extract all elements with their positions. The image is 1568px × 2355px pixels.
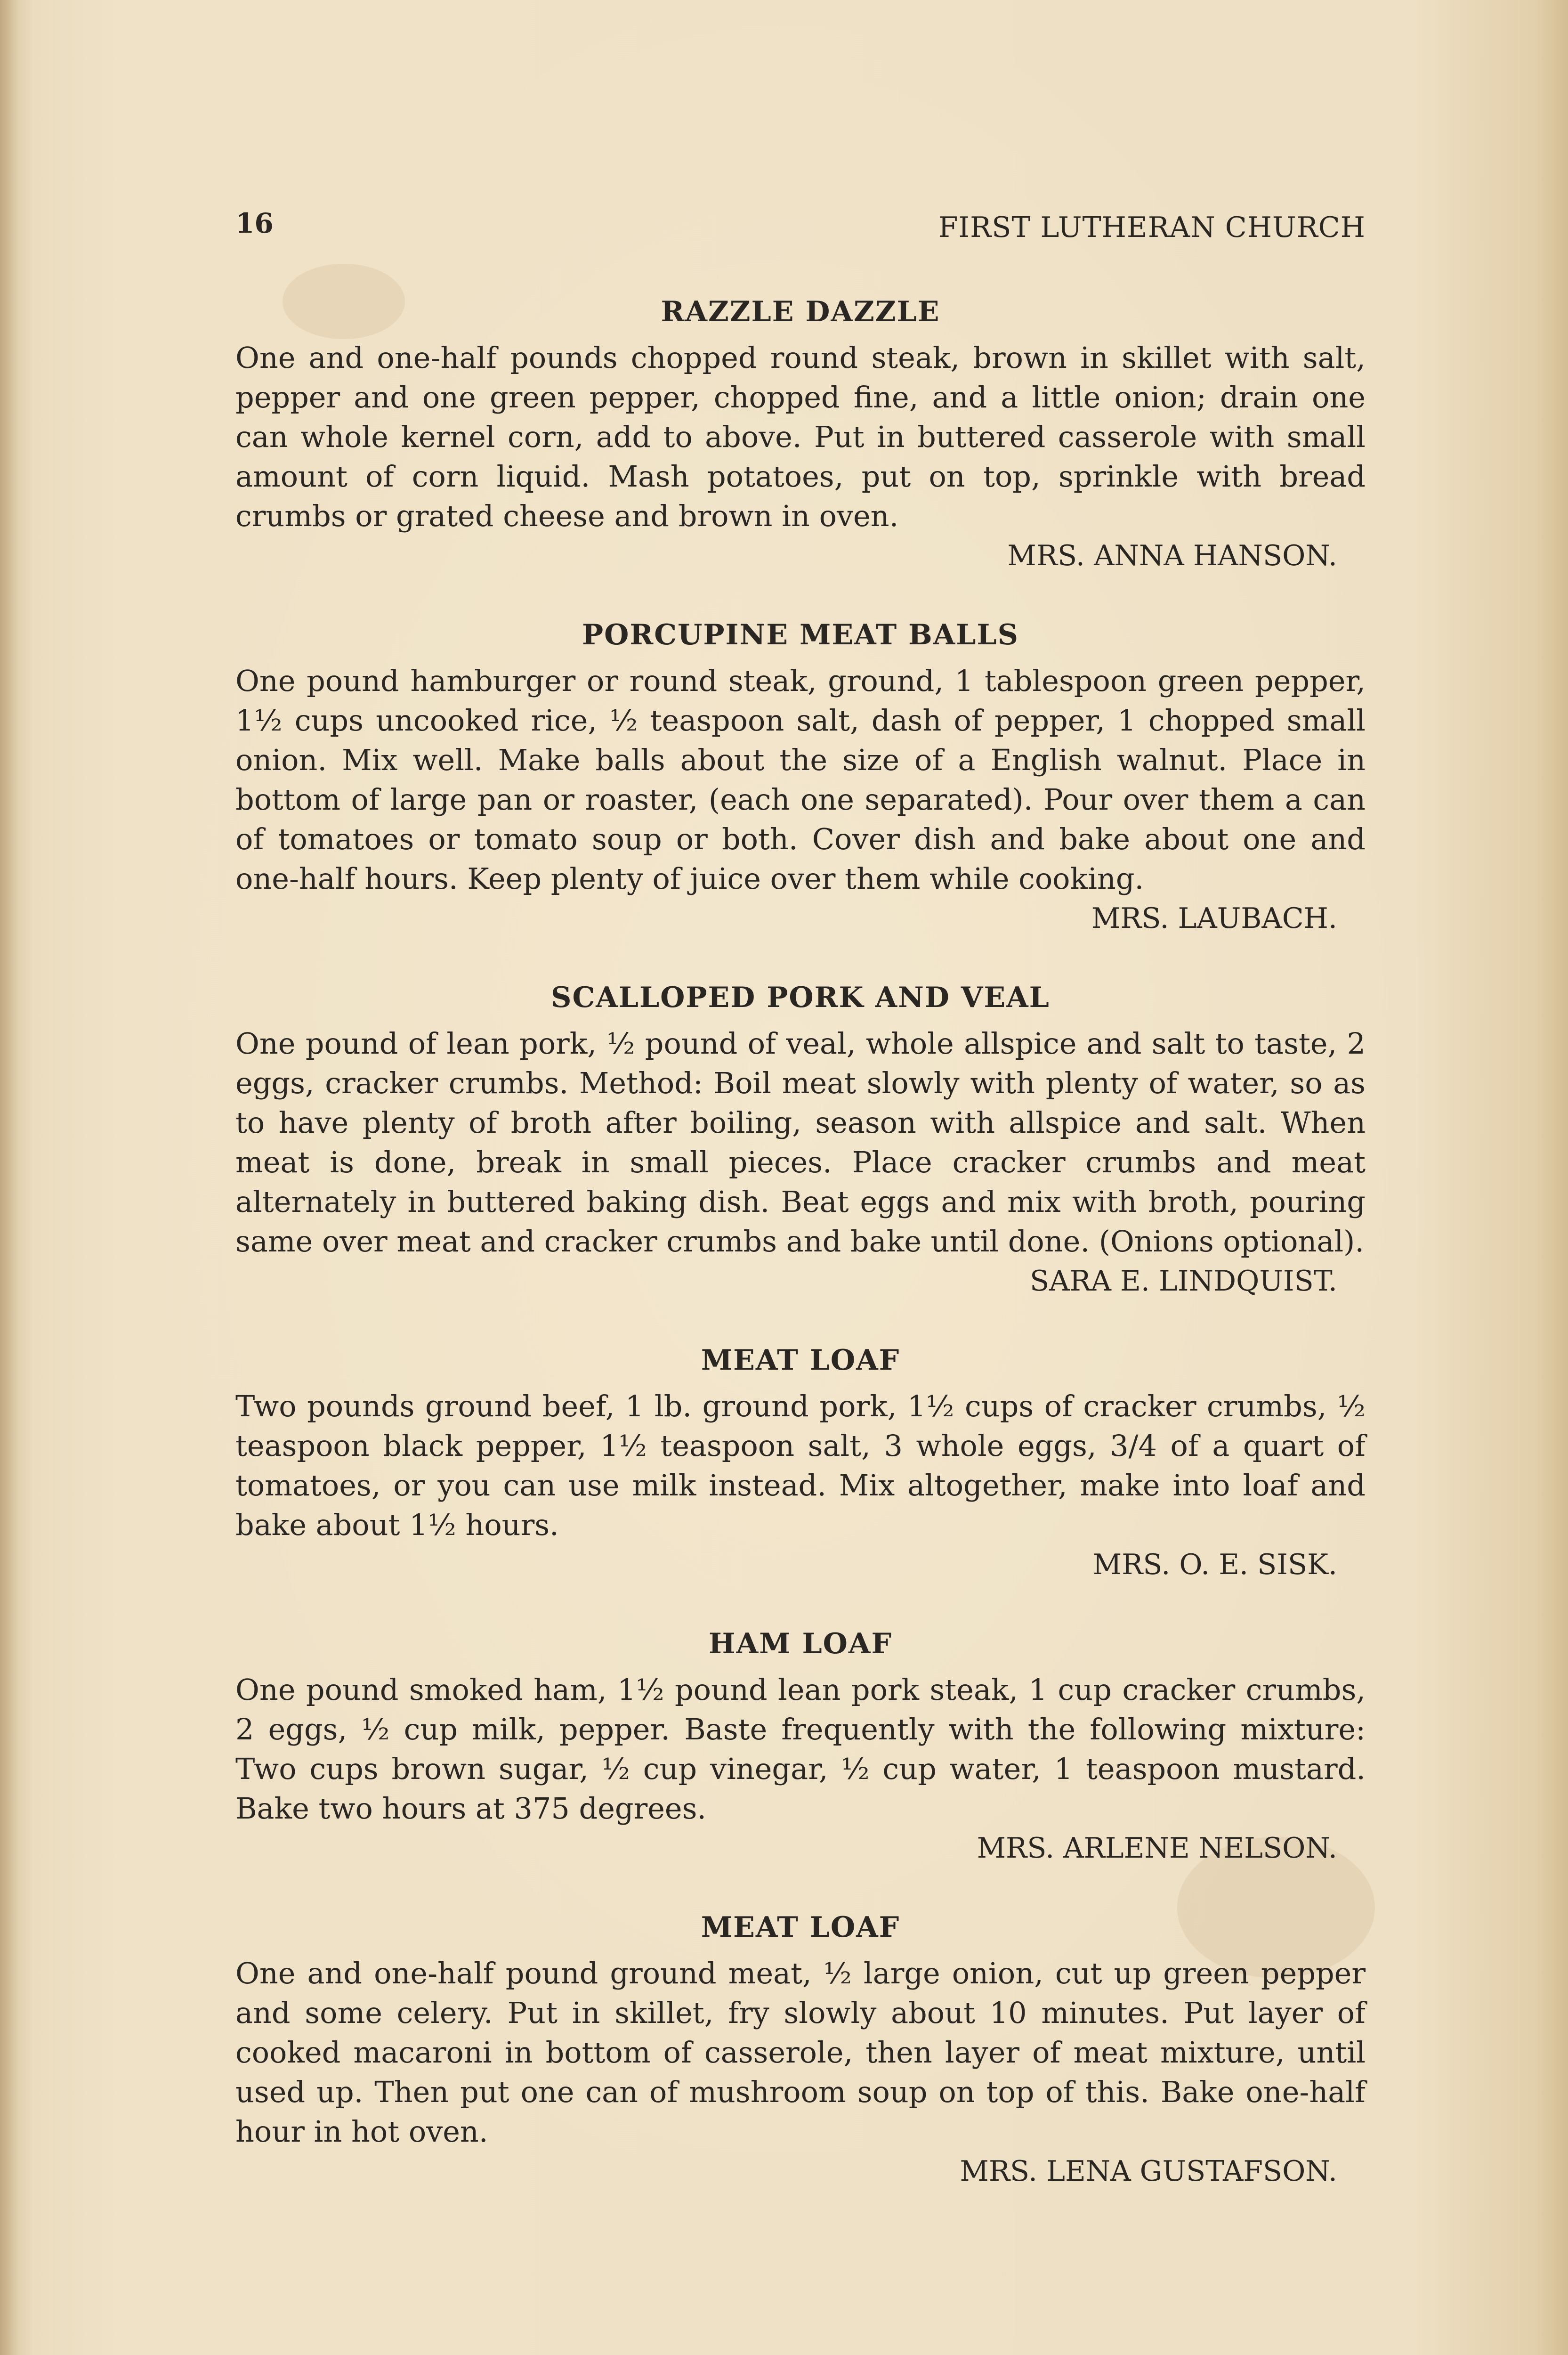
recipe-title: SCALLOPED PORK AND VEAL bbox=[551, 981, 1050, 1014]
recipe-title: HAM LOAF bbox=[708, 1627, 893, 1660]
recipe-body: One and one-half pound ground meat, ½ large onion, cut up green pepper and some celery. Put in skillet, fry slowly about 10 minutes. Put layer of cooked macaroni in bottom of casserole, then layer of meat mixture, until used up. Then put one can of mushroom soup on top of this. Bake one-half hour in hot oven. bbox=[235, 1956, 1366, 2149]
recipe-author: MRS. ANNA HANSON. bbox=[1007, 539, 1337, 572]
recipe-author: MRS. ARLENE NELSON. bbox=[977, 1832, 1337, 1865]
recipe-title: PORCUPINE MEAT BALLS bbox=[582, 618, 1019, 651]
recipe-razzle-dazzle bbox=[235, 292, 1366, 576]
recipe-author: MRS. LENA GUSTAFSON. bbox=[960, 2155, 1337, 2188]
recipe-body: One pound smoked ham, 1½ pound lean pork steak, 1 cup cracker crumbs, 2 eggs, ½ cup milk, pepper. Baste frequently with the following mixture: Two cups brown sugar, ½ cup vinegar, ½ cup water, 1 teaspoon mustard. Bake two hours at 375 degrees. bbox=[235, 1673, 1366, 1826]
recipe-author: SARA E. LINDQUIST. bbox=[1030, 1265, 1337, 1298]
page-number: 16 bbox=[235, 207, 274, 239]
recipe-body: One pound hamburger or round steak, ground, 1 tablespoon green pepper, 1½ cups uncooked rice, ½ teaspoon salt, dash of pepper, 1 chopped small onion. Mix well. Make balls about the size of a English walnut. Place in bottom of large pan or roaster, (each one separated). Pour over them a can of tomatoes or tomato soup or both. Cover dish and bake about one and one-half hours. Keep plenty of juice over them while cooking. bbox=[235, 664, 1366, 896]
recipe-list bbox=[235, 292, 1366, 2231]
recipe-title: MEAT LOAF bbox=[701, 1911, 900, 1944]
page-header bbox=[235, 207, 1366, 245]
recipe-body: Two pounds ground beef, 1 lb. ground pork, 1½ cups of cracker crumbs, ½ teaspoon black pepper, 1½ teaspoon salt, 3 whole eggs, 3/4 of a quart of tomatoes, or you can use milk instead. Mix altogether, make into loaf and bake about 1½ hours. bbox=[235, 1389, 1366, 1542]
recipe-ham-loaf bbox=[235, 1624, 1366, 1868]
recipe-author: MRS. O. E. SISK. bbox=[1092, 1548, 1337, 1581]
running-head: FIRST LUTHERAN CHURCH bbox=[938, 211, 1366, 244]
recipe-meat-loaf-2 bbox=[235, 1908, 1366, 2191]
recipe-scalloped-pork-and-veal bbox=[235, 978, 1366, 1301]
recipe-title: MEAT LOAF bbox=[701, 1344, 900, 1377]
page-edge-shadow bbox=[0, 0, 19, 2355]
recipe-meat-loaf-1 bbox=[235, 1340, 1366, 1584]
recipe-author: MRS. LAUBACH. bbox=[1091, 902, 1337, 935]
recipe-body: One and one-half pounds chopped round steak, brown in skillet with salt, pepper and one green pepper, chopped fine, and a little onion; drain one can whole kernel corn, add to above. Put in buttered casserole with small amount of corn liquid. Mash potatoes, put on top, sprinkle with bread crumbs or grated cheese and brown in oven. bbox=[235, 341, 1366, 533]
recipe-porcupine-meat-balls bbox=[235, 615, 1366, 938]
recipe-body: One pound of lean pork, ½ pound of veal, whole allspice and salt to taste, 2 eggs, cracker crumbs. Method: Boil meat slowly with plenty of water, so as to have plenty of broth after boiling, season with allspice and salt. When meat is done, break in small pieces. Place cracker crumbs and meat alternately in buttered baking dish. Beat eggs and mix with broth, pouring same over meat and cracker crumbs and bake until done. (Onions optional). bbox=[235, 1026, 1366, 1259]
recipe-title: RAZZLE DAZZLE bbox=[661, 295, 940, 328]
